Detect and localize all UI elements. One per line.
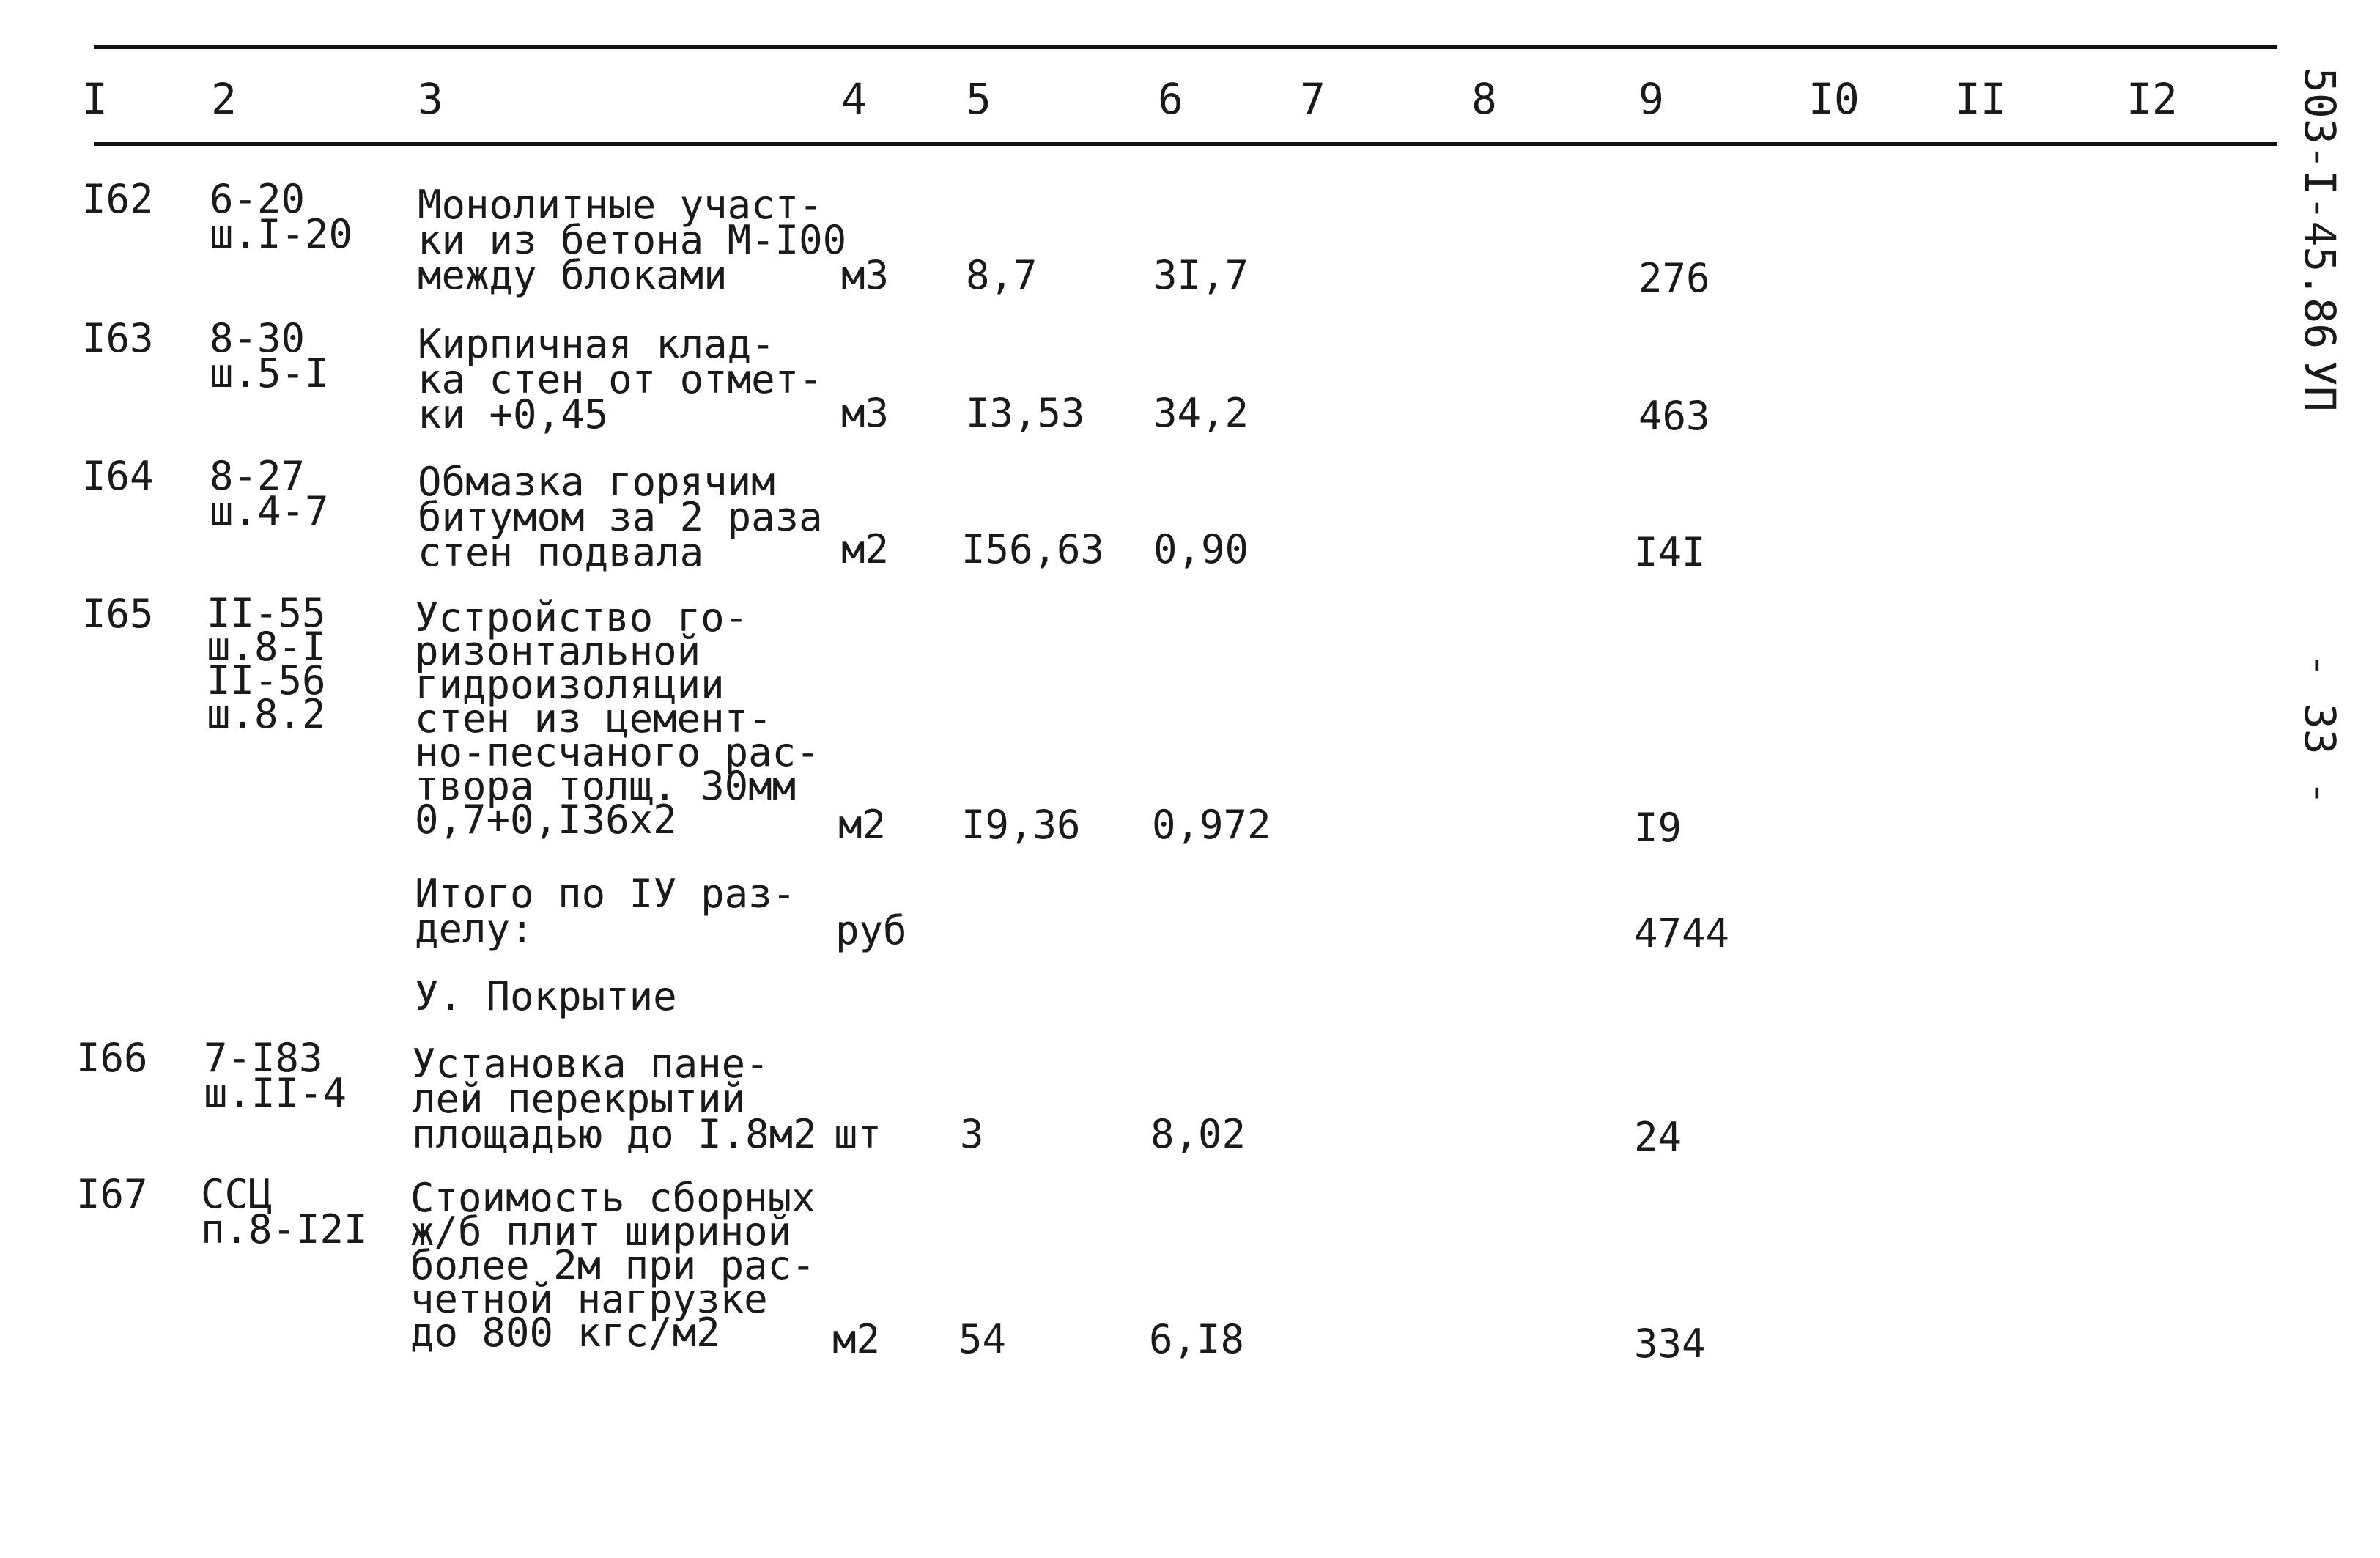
row-price: 8,02	[1150, 1111, 1246, 1157]
description-line: Обмазка горячим	[418, 459, 775, 505]
row-description	[418, 182, 847, 298]
col-header-12: I2	[2126, 74, 2178, 124]
description-line: лей перекрытий	[412, 1076, 746, 1122]
row-price: 0,972	[1152, 802, 1271, 848]
col-header-1: I	[82, 74, 108, 124]
row-number: I64	[82, 453, 154, 499]
description-line: Установка пане-	[412, 1041, 769, 1087]
description-line: Стоимость сборных	[410, 1175, 816, 1221]
row-unit: м2	[841, 526, 890, 572]
row-description	[418, 321, 823, 438]
row-unit: м3	[841, 390, 890, 436]
description-line: ка стен от отмет-	[418, 356, 823, 402]
col-header-3: 3	[418, 74, 443, 124]
row-qty: I3,53	[966, 390, 1085, 436]
row-total: 463	[1638, 393, 1710, 439]
description-line: Кирпичная клад-	[418, 321, 775, 367]
row-qty: 8,7	[966, 252, 1038, 298]
subtotal-total: 4744	[1634, 910, 1730, 956]
subtotal-unit: руб	[835, 907, 907, 953]
description-line: ки из бетона М-I00	[418, 217, 847, 263]
row-total: 334	[1634, 1321, 1706, 1367]
row-description	[412, 1041, 817, 1157]
code-line: ССЦ	[201, 1171, 273, 1217]
code-line: п.8-I2I	[201, 1206, 368, 1252]
col-header-6: 6	[1158, 74, 1183, 124]
row-number: I66	[76, 1035, 148, 1081]
row-description	[410, 1175, 816, 1356]
col-header-9: 9	[1638, 74, 1664, 124]
row-unit: м2	[838, 802, 887, 848]
col-header-5: 5	[966, 74, 991, 124]
row-unit: м2	[832, 1316, 881, 1362]
col-header-4: 4	[841, 74, 867, 124]
row-qty: I9,36	[961, 802, 1081, 848]
description-line: стен из цемент-	[415, 695, 772, 742]
page-number: - 33 -	[2295, 652, 2345, 806]
description-line: ризонтальной	[415, 628, 701, 674]
row-description	[415, 594, 820, 843]
code-line: II-56	[207, 657, 326, 704]
row-code	[204, 1035, 347, 1116]
row-total: 24	[1634, 1114, 1682, 1160]
row-total: 276	[1638, 255, 1710, 301]
code-line: ш.8.2	[207, 691, 326, 737]
description-line: делу:	[415, 906, 534, 952]
col-header-8: 8	[1471, 74, 1497, 124]
code-line: ш.I-20	[210, 211, 353, 257]
row-price: 6,I8	[1149, 1316, 1245, 1362]
row-code	[207, 590, 326, 737]
row-number: I63	[82, 315, 154, 361]
row-qty: I56,63	[961, 526, 1105, 572]
section-heading: У. Покрытие	[415, 973, 677, 1019]
top-rule	[94, 45, 2277, 49]
description-line: Устройство го-	[415, 594, 749, 640]
code-line: ш.5-I	[210, 350, 329, 396]
description-line: но-песчаного рас-	[415, 729, 820, 775]
code-line: ш.II-4	[204, 1070, 347, 1116]
row-code	[210, 315, 329, 396]
row-number: I67	[76, 1171, 148, 1217]
row-number: I62	[82, 176, 154, 222]
description-line: ж/б плит шириной	[410, 1208, 792, 1255]
header-rule	[94, 142, 2277, 146]
row-code	[210, 453, 329, 534]
col-header-7: 7	[1300, 74, 1326, 124]
code-line: ш.4-7	[210, 488, 329, 534]
description-line: четной нагрузке	[410, 1276, 768, 1322]
description-line: стен подвала	[418, 529, 704, 575]
row-description	[418, 459, 823, 575]
row-number: I65	[82, 591, 154, 637]
row-code	[210, 176, 353, 257]
code-line: 7-I83	[204, 1035, 323, 1081]
row-unit: м3	[841, 252, 890, 298]
description-line: гидроизоляции	[415, 662, 725, 708]
description-line: площадью до I.8м2	[412, 1111, 817, 1157]
code-line: 8-30	[210, 315, 306, 361]
description-line: ки +0,45	[418, 391, 609, 438]
subtotal-label	[415, 871, 797, 952]
code-line: ш.8-I	[207, 624, 326, 670]
description-line: твора толщ. 30мм	[415, 763, 797, 809]
description-line: битумом за 2 раза	[418, 494, 823, 540]
description-line: между блоками	[418, 252, 728, 298]
row-qty: 3	[960, 1111, 984, 1157]
row-price: 0,90	[1153, 526, 1249, 572]
album-label: УП	[2295, 361, 2345, 412]
description-line: Итого по IУ раз-	[415, 871, 797, 917]
code-line: 6-20	[210, 176, 306, 222]
code-line: 8-27	[210, 453, 306, 499]
row-code	[201, 1171, 368, 1252]
description-line: до 800 кгс/м2	[410, 1310, 720, 1356]
row-qty: 54	[958, 1316, 1007, 1362]
row-total: I4I	[1634, 529, 1706, 575]
col-header-11: II	[1955, 74, 2006, 124]
row-price: 3I,7	[1153, 252, 1249, 298]
row-price: 34,2	[1153, 390, 1249, 436]
row-unit: шт	[834, 1111, 882, 1157]
description-line: 0,7+0,I36х2	[415, 797, 677, 843]
col-header-2: 2	[211, 74, 237, 124]
description-line: более 2м при рас-	[410, 1242, 816, 1288]
doc-code-label: 503-I-45.86	[2295, 67, 2345, 350]
description-line: Монолитные участ-	[418, 182, 823, 228]
code-line: II-55	[207, 590, 326, 636]
row-total: I9	[1634, 805, 1682, 851]
col-header-10: I0	[1808, 74, 1860, 124]
